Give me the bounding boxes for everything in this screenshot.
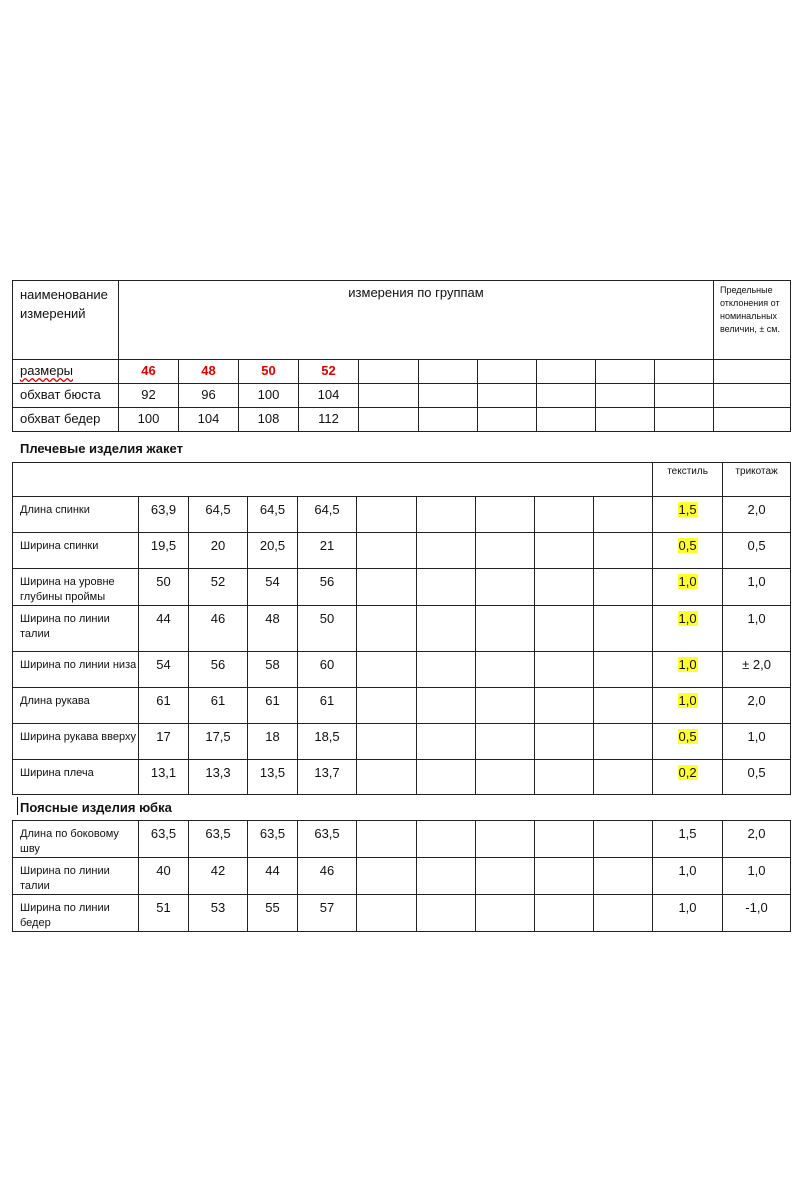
cell-value: 56 bbox=[298, 569, 357, 606]
table-row bbox=[13, 606, 791, 652]
table-row bbox=[13, 688, 791, 724]
row-label: Ширина по линии низа bbox=[13, 652, 139, 688]
knit-deviation: 2,0 bbox=[723, 688, 791, 724]
cell-value: 40 bbox=[139, 858, 189, 895]
cell-value: 50 bbox=[139, 569, 189, 606]
cell-value: 21 bbox=[298, 533, 357, 569]
textile-deviation: 0,2 bbox=[678, 765, 697, 780]
table-row bbox=[13, 760, 791, 795]
cell-value: 13,1 bbox=[139, 760, 189, 795]
table-row bbox=[13, 408, 791, 432]
cell-value: 44 bbox=[248, 858, 298, 895]
textile-deviation: 1,0 bbox=[678, 863, 697, 878]
size-value: 50 bbox=[239, 360, 299, 384]
cell-value: 104 bbox=[299, 384, 359, 408]
cell-value: 63,9 bbox=[139, 497, 189, 533]
header-measurement-name: наименование измерений bbox=[13, 281, 119, 360]
jacket-table bbox=[12, 462, 791, 795]
table-row bbox=[13, 533, 791, 569]
cell-value: 64,5 bbox=[189, 497, 248, 533]
knit-deviation: 0,5 bbox=[723, 533, 791, 569]
table-row bbox=[13, 821, 791, 858]
table-row bbox=[13, 858, 791, 895]
textile-deviation: 0,5 bbox=[678, 538, 697, 553]
cell-value: 61 bbox=[298, 688, 357, 724]
size-value: 52 bbox=[299, 360, 359, 384]
cell-value: 112 bbox=[299, 408, 359, 432]
cell-value: 56 bbox=[189, 652, 248, 688]
sizes-label: размеры bbox=[20, 363, 74, 378]
cell-value: 60 bbox=[298, 652, 357, 688]
cell-value: 13,7 bbox=[298, 760, 357, 795]
cell-value: 61 bbox=[139, 688, 189, 724]
cell-value: 18 bbox=[248, 724, 298, 760]
row-label: Ширина рукава вверху bbox=[13, 724, 139, 760]
knit-deviation: 2,0 bbox=[723, 821, 791, 858]
table-row bbox=[13, 497, 791, 533]
knit-deviation: -1,0 bbox=[723, 895, 791, 932]
text-cursor bbox=[17, 797, 18, 815]
cell-value: 48 bbox=[248, 606, 298, 652]
row-label: Ширина по линии талии bbox=[13, 858, 139, 895]
table-row bbox=[13, 724, 791, 760]
row-label: Ширина по линии талии bbox=[13, 606, 139, 652]
cell-value: 61 bbox=[189, 688, 248, 724]
cell-value: 46 bbox=[298, 858, 357, 895]
cell-value: 108 bbox=[239, 408, 299, 432]
cell-value: 20,5 bbox=[248, 533, 298, 569]
row-label: Ширина по линии бедер bbox=[13, 895, 139, 932]
header-textile: текстиль bbox=[653, 463, 723, 497]
knit-deviation: ± 2,0 bbox=[723, 652, 791, 688]
row-label: Ширина спинки bbox=[13, 533, 139, 569]
textile-deviation: 1,0 bbox=[678, 611, 697, 626]
cell-value: 104 bbox=[179, 408, 239, 432]
knit-deviation: 1,0 bbox=[723, 569, 791, 606]
cell-value: 92 bbox=[119, 384, 179, 408]
textile-deviation: 1,5 bbox=[678, 502, 697, 517]
table-row bbox=[13, 384, 791, 408]
cell-value: 20 bbox=[189, 533, 248, 569]
header-deviation: Предельные отклонения от номинальных величин, ± см. bbox=[714, 281, 791, 360]
cell-value: 19,5 bbox=[139, 533, 189, 569]
row-label: Ширина плеча bbox=[13, 760, 139, 795]
knit-deviation: 2,0 bbox=[723, 497, 791, 533]
cell-value: 96 bbox=[179, 384, 239, 408]
table-row bbox=[13, 360, 791, 384]
textile-deviation: 1,0 bbox=[678, 574, 697, 589]
table-row bbox=[13, 652, 791, 688]
cell-value: 100 bbox=[119, 408, 179, 432]
cell-value: 54 bbox=[248, 569, 298, 606]
cell-value: 61 bbox=[248, 688, 298, 724]
header-measurement-groups: измерения по группам bbox=[119, 281, 714, 360]
textile-deviation: 1,0 bbox=[678, 657, 697, 672]
cell-value: 13,3 bbox=[189, 760, 248, 795]
cell-value: 54 bbox=[139, 652, 189, 688]
cell-value: 17,5 bbox=[189, 724, 248, 760]
header-knit: трикотаж bbox=[723, 463, 791, 497]
table-row bbox=[13, 569, 791, 606]
skirt-table bbox=[12, 820, 791, 932]
size-value: 46 bbox=[119, 360, 179, 384]
cell-value: 64,5 bbox=[248, 497, 298, 533]
size-value: 48 bbox=[179, 360, 239, 384]
cell-value: 42 bbox=[189, 858, 248, 895]
cell-value: 53 bbox=[189, 895, 248, 932]
cell-value: 17 bbox=[139, 724, 189, 760]
cell-value: 63,5 bbox=[189, 821, 248, 858]
cell-value: 63,5 bbox=[298, 821, 357, 858]
section-title-jacket: Плечевые изделия жакет bbox=[20, 441, 183, 456]
textile-deviation: 1,5 bbox=[678, 826, 697, 841]
cell-value: 52 bbox=[189, 569, 248, 606]
cell-value: 63,5 bbox=[248, 821, 298, 858]
row-label: Длина по боковому шву bbox=[13, 821, 139, 858]
cell-value: 18,5 bbox=[298, 724, 357, 760]
textile-deviation: 1,0 bbox=[678, 900, 697, 915]
knit-deviation: 0,5 bbox=[723, 760, 791, 795]
knit-deviation: 1,0 bbox=[723, 606, 791, 652]
cell-value: 57 bbox=[298, 895, 357, 932]
knit-deviation: 1,0 bbox=[723, 858, 791, 895]
textile-deviation: 1,0 bbox=[678, 693, 697, 708]
row-label: обхват бедер bbox=[13, 408, 119, 432]
row-label: Ширина на уровне глубины проймы bbox=[13, 569, 139, 606]
row-label: обхват бюста bbox=[13, 384, 119, 408]
section-title-skirt: Поясные изделия юбка bbox=[20, 800, 172, 815]
cell-value: 44 bbox=[139, 606, 189, 652]
row-label: Длина рукава bbox=[13, 688, 139, 724]
cell-value: 51 bbox=[139, 895, 189, 932]
cell-value: 63,5 bbox=[139, 821, 189, 858]
cell-value: 64,5 bbox=[298, 497, 357, 533]
row-label: Длина спинки bbox=[13, 497, 139, 533]
cell-value: 46 bbox=[189, 606, 248, 652]
knit-deviation: 1,0 bbox=[723, 724, 791, 760]
cell-value: 13,5 bbox=[248, 760, 298, 795]
cell-value: 58 bbox=[248, 652, 298, 688]
table-row bbox=[13, 895, 791, 932]
size-groups-table bbox=[12, 280, 791, 432]
cell-value: 100 bbox=[239, 384, 299, 408]
cell-value: 55 bbox=[248, 895, 298, 932]
cell-value: 50 bbox=[298, 606, 357, 652]
textile-deviation: 0,5 bbox=[678, 729, 697, 744]
